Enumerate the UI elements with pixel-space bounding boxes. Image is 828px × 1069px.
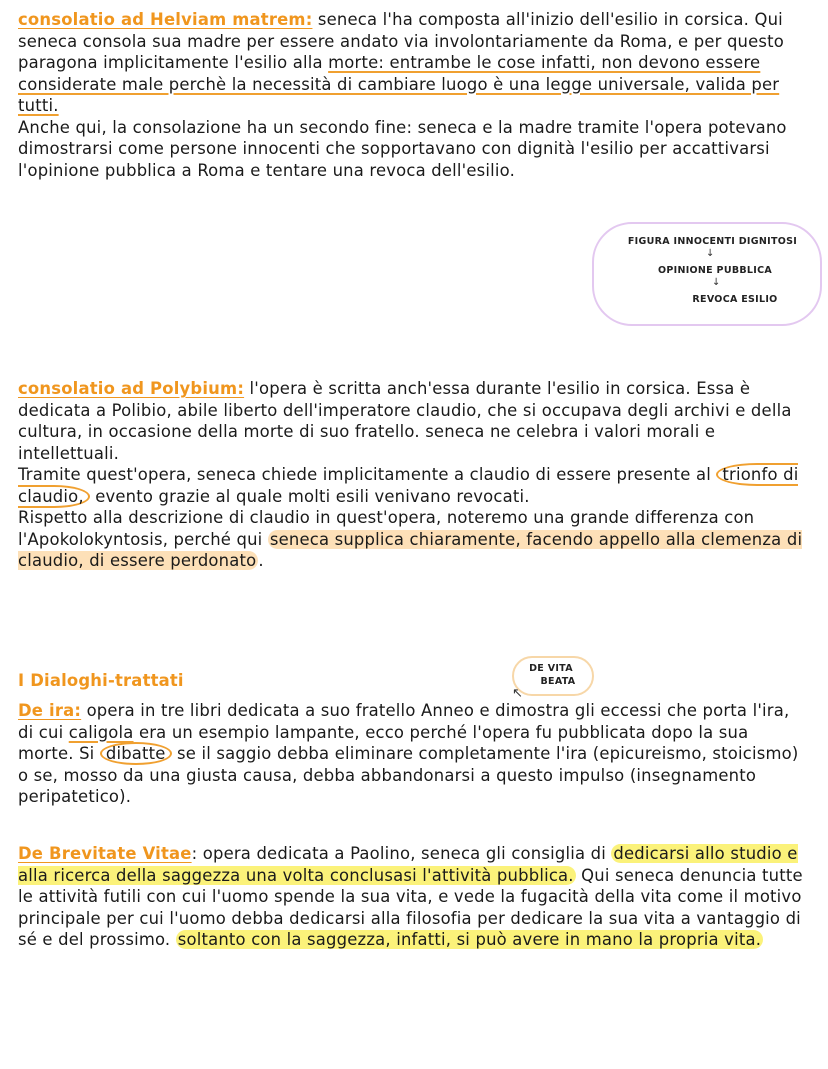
polybium-p2-b: evento grazie al quale molti esili venivano revocati. [89, 486, 530, 506]
de-ira-text-a: opera in tre libri dedicata a suo fratello Anneo e dimostra gli eccessi che porta l'ira, di cui [18, 701, 790, 742]
mindmap-line-1: FIGURA INNOCENTI DIGNITOSI [627, 236, 798, 247]
de-ira-title: De ira: [18, 701, 82, 720]
section-de-brevitate-vitae [18, 843, 808, 951]
mindmap-arrow-1: ↓ [706, 248, 715, 259]
de-vita-beata-line-2: BEATA [540, 676, 576, 687]
section-dialoghi [18, 670, 808, 692]
polybium-highlight: seneca supplica chiaramente, facendo appello alla clemenza di claudio, di essere perdonato [18, 529, 803, 570]
de-ira-caligola: caligola [68, 722, 134, 742]
de-ira-text-c: se il saggio debba eliminare completamente l'ira (epicureismo, stoicismo) o se, mosso da una giusta causa, debba abbandonarsi a questo impulso (insegnamento peripatetico). [18, 744, 799, 806]
section-consolatio-polybium [18, 378, 808, 572]
mindmap-line-3: REVOCA ESILIO [692, 294, 778, 305]
de-brevitate-text-b: Qui seneca denuncia tutte le attività futili con cui l'uomo spende la sua vita, e vede la fugacità della vita come il motivo principale per cui l'uomo debba dedicarsi alla filosofia per dedicare la sua vita a vantaggio di sé e del prossimo. [18, 865, 803, 949]
polybium-p2-a: Tramite quest'opera, seneca chiede implicitamente a claudio di essere presente al [18, 465, 717, 484]
helviam-paragraph-1 [18, 9, 808, 117]
polybium-p3-end: . [258, 551, 264, 570]
de-brevitate-highlight-1: dedicarsi allo studio e alla ricerca della saggezza una volta conclusasi l'attività pubblica. [18, 844, 798, 885]
de-brevitate-title: De Brevitate Vitae [18, 844, 192, 863]
mindmap-arrow-2: ↓ [712, 277, 721, 288]
polybium-intro: l'opera è scritta anch'essa durante l'esilio in corsica. Essa è dedicata a Polibio, abile liberto dell'imperatore claudio, che si occupava degli archivi e della cultura, in occasione della morte di suo fratello. seneca ne celebra i valori morali e intellettuali. [18, 379, 792, 463]
dialoghi-heading: I Dialoghi-trattati [18, 671, 184, 690]
helviam-underlined: morte: entrambe le cose infatti, non devono essere considerate male perchè la necessità di cambiare luogo è una legge universale, valida per tutti. [18, 53, 780, 115]
helviam-intro: seneca l'ha composta all'inizio dell'esilio in corsica. Qui seneca consola sua madre per essere andato via involontariamente da Roma, e per questo paragona implicitamente l'esilio alla [18, 10, 785, 72]
polybium-p3: Rispetto alla descrizione di claudio in quest'opera, noteremo una grande differenza con l'Apokolokyntosis, perché qui [18, 508, 755, 549]
de-brevitate-text-a: : opera dedicata a Paolino, seneca gli consiglia di [191, 844, 612, 863]
de-ira-text-b: era un esempio lampante, ecco perché l'opera fu pubblicata dopo la sua morte. Si [18, 722, 749, 763]
section-de-ira [18, 700, 808, 808]
polybium-title: consolatio ad Polybium: [18, 379, 245, 398]
de-ira-dibatte: dibatte [100, 742, 172, 765]
helviam-title: consolatio ad Helviam matrem: [18, 10, 313, 29]
helviam-paragraph-2: Anche qui, la consolazione ha un secondo fine: seneca e la madre tramite l'opera potevano dimostrarsi come persone innocenti che sopportavano con dignità l'esilio per accattivarsi l'opinione pubblica a Roma e tentare una revoca dell'esilio. [18, 117, 787, 180]
polybium-paragraph-3 [18, 507, 808, 572]
polybium-paragraph-1 [18, 378, 808, 464]
de-vita-beata-line-1: DE VITA [529, 663, 573, 674]
polybium-paragraph-2 [18, 464, 808, 507]
mindmap-line-2: OPINIONE PUBBLICA [657, 265, 773, 276]
polybium-circled-trionfo: trionfo di claudio, [18, 465, 799, 506]
de-vita-beata-arrow: ↖ [512, 686, 523, 701]
section-consolatio-helviam [18, 9, 808, 181]
de-brevitate-highlight-2: soltanto con la saggezza, infatti, si può avere in mano la propria vita. [177, 930, 762, 949]
